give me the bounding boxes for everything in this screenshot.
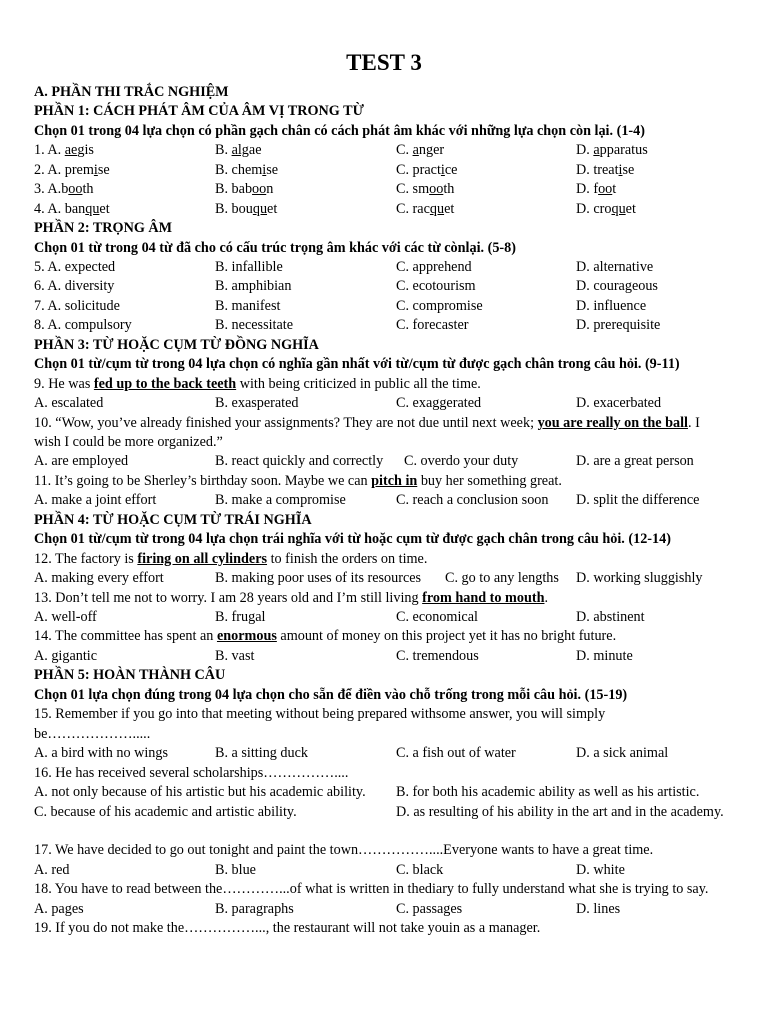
option-c: C. black xyxy=(396,861,444,878)
question-text: 11. It’s going to be Sherley’s birthday soon. Maybe we can xyxy=(34,472,372,489)
option-text: th xyxy=(443,181,455,198)
option-d: D. influence xyxy=(576,297,647,314)
options-10 xyxy=(34,452,734,471)
option-c: C. economical xyxy=(396,609,478,626)
option-c: C. ecotourism xyxy=(396,278,476,295)
option-text: C. xyxy=(396,142,413,159)
option-b: B. infallible xyxy=(215,259,283,276)
option-c: C. compromise xyxy=(396,297,483,314)
question-text: amount of money on this project yet it has no bright future. xyxy=(276,628,617,645)
underlined-phrase: you are really on the ball xyxy=(537,414,688,431)
option-c: C. because of his academic and artistic ability. xyxy=(34,803,297,820)
option-a: A. well-off xyxy=(34,609,97,626)
question-9 xyxy=(34,375,734,394)
underlined-phrase: firing on all cylinders xyxy=(137,550,268,567)
option-text: nger xyxy=(418,142,445,159)
option-b xyxy=(215,200,277,219)
question-17: 17. We have decided to go out tonight and paint the town……………....Everyone wants to have a great time. xyxy=(34,842,654,859)
question-10 xyxy=(34,414,714,453)
underlined-sound: oo xyxy=(429,181,444,198)
options-16-cd xyxy=(34,803,734,842)
option-text: B. bou xyxy=(215,200,253,217)
option-text: pparatus xyxy=(599,142,648,159)
part2-instruction: Chọn 01 từ trong 04 từ đã cho có cấu trúc trọng âm khác với các từ cònlại. (5-8) xyxy=(34,239,516,256)
option-a: A. make a joint effort xyxy=(34,492,157,509)
options-11 xyxy=(34,491,734,510)
option-d: D. are a great person xyxy=(576,453,694,470)
question-19: 19. If you do not make the……………..., the restaurant will not take youin as a manager. xyxy=(34,920,541,937)
option-text: et xyxy=(267,200,278,217)
question-text: 14. The committee has spent an xyxy=(34,628,217,645)
option-d: D. a sick animal xyxy=(576,745,669,762)
option-text: D. treat xyxy=(576,161,619,178)
question-3 xyxy=(34,180,734,199)
option-text: th xyxy=(82,181,94,198)
question-15: 15. Remember if you go into that meeting without being prepared withsome answer, you will simply be………………..... xyxy=(34,706,606,742)
option-text: et xyxy=(99,200,110,217)
underlined-sound: oo xyxy=(598,181,613,198)
option-a: A. gigantic xyxy=(34,647,98,664)
option-b: B. frugal xyxy=(215,609,266,626)
option-c xyxy=(396,161,457,180)
option-b: B. blue xyxy=(215,861,256,878)
option-c: C. a fish out of water xyxy=(396,745,516,762)
option-b: B. react quickly and correctly xyxy=(215,453,384,470)
part1-instruction: Chọn 01 trong 04 lựa chọn có phần gạch chân có cách phát âm khác với những lựa chọn còn lại. (1-4) xyxy=(34,122,645,139)
question-8 xyxy=(34,316,734,335)
question-7 xyxy=(34,297,734,316)
option-text: B. chem xyxy=(215,161,263,178)
option-b: B. paragraphs xyxy=(215,900,294,917)
option-d xyxy=(576,141,648,160)
underlined-sound: qu xyxy=(611,200,626,217)
option-d: D. prerequisite xyxy=(576,317,661,334)
underlined-sound: qu xyxy=(252,200,268,217)
options-17 xyxy=(34,861,734,880)
underlined-phrase: enormous xyxy=(216,628,277,645)
option-a: 5. A. expected xyxy=(34,259,116,276)
question-6 xyxy=(34,277,734,296)
underlined-phrase: pitch in xyxy=(371,472,418,489)
option-text: ae xyxy=(248,142,262,159)
option-d: D. working sluggishly xyxy=(576,570,703,587)
underlined-sound: i xyxy=(618,161,623,178)
question-11 xyxy=(34,472,734,491)
option-a: A. pages xyxy=(34,900,84,917)
option-b: B. exasperated xyxy=(215,395,299,412)
options-14 xyxy=(34,647,734,666)
option-b: B. amphibian xyxy=(215,278,292,295)
option-a xyxy=(34,200,110,219)
option-text: B. bab xyxy=(215,181,253,198)
options-9 xyxy=(34,394,734,413)
option-d xyxy=(576,161,634,180)
part1-heading: PHẦN 1: CÁCH PHÁT ÂM CỦA ÂM VỊ TRONG TỪ xyxy=(34,103,364,120)
options-15 xyxy=(34,744,734,763)
option-b xyxy=(215,161,278,180)
option-d: D. minute xyxy=(576,647,633,664)
options-16-ab xyxy=(34,783,734,802)
part3-heading: PHẦN 3: TỪ HOẶC CỤM TỪ ĐỒNG NGHĨA xyxy=(34,336,319,353)
underlined-sound: qu xyxy=(85,200,100,217)
underlined-phrase: fed up to the back teeth xyxy=(93,375,237,392)
option-b xyxy=(215,141,262,160)
part2-heading: PHẦN 2: TRỌNG ÂM xyxy=(34,220,173,237)
underlined-sound: i xyxy=(93,161,98,178)
question-2 xyxy=(34,161,734,180)
question-text: 9. He was xyxy=(34,375,94,392)
question-1 xyxy=(34,141,734,160)
option-d: D. abstinent xyxy=(576,609,645,626)
option-a xyxy=(34,141,94,160)
question-text: 12. The factory is xyxy=(34,550,138,567)
question-18: 18. You have to read between the…………...of what is written in thediary to fully understand what she is trying to say. xyxy=(34,881,709,898)
option-d: D. as resulting of his ability in the art and in the academy. xyxy=(396,803,724,820)
option-b: B. making poor uses of its resources xyxy=(215,570,422,587)
part5-instruction: Chọn 01 lựa chọn đúng trong 04 lựa chọn cho sẵn để điền vào chỗ trống trong mỗi câu hỏi. (15-19) xyxy=(34,686,628,703)
option-text: t xyxy=(612,181,617,198)
option-text: C. rac xyxy=(396,200,430,217)
option-text: se xyxy=(97,161,110,178)
option-a: 6. A. diversity xyxy=(34,278,115,295)
option-c: C. reach a conclusion soon xyxy=(396,492,549,509)
option-text: ce xyxy=(444,161,458,178)
option-text: 4. A. ban xyxy=(34,200,86,217)
option-d: D. lines xyxy=(576,900,621,917)
question-text: to finish the orders on time. xyxy=(267,550,428,567)
option-text: 1. A. xyxy=(34,142,65,159)
test-page xyxy=(34,45,734,939)
question-14 xyxy=(34,627,734,646)
question-text: 13. Don’t tell me not to worry. I am 28 years old and I’m still living xyxy=(34,589,423,606)
option-c: C. overdo your duty xyxy=(404,453,519,470)
option-c: C. tremendous xyxy=(396,647,479,664)
underlined-sound: i xyxy=(262,161,267,178)
option-text: se xyxy=(622,161,635,178)
option-c xyxy=(396,200,454,219)
option-c: C. exaggerated xyxy=(396,395,482,412)
question-16: 16. He has received several scholarships…………….... xyxy=(34,764,349,781)
options-18 xyxy=(34,900,734,919)
option-text: 3. A.b xyxy=(34,181,69,198)
option-a: A. a bird with no wings xyxy=(34,745,168,762)
option-d: D. alternative xyxy=(576,259,654,276)
part1-questions xyxy=(34,141,734,219)
option-b: B. necessitate xyxy=(215,317,294,334)
underlined-sound: alg xyxy=(231,142,249,159)
option-text: se xyxy=(266,161,279,178)
options-13 xyxy=(34,608,734,627)
option-a: A. red xyxy=(34,861,70,878)
option-c: C. passages xyxy=(396,900,463,917)
option-d: D. split the difference xyxy=(576,492,700,509)
part5-heading: PHẦN 5: HOÀN THÀNH CÂU xyxy=(34,667,226,684)
question-4 xyxy=(34,200,734,219)
option-text: et xyxy=(444,200,455,217)
option-text: D. f xyxy=(576,181,599,198)
underlined-sound: oo xyxy=(68,181,83,198)
part3-instruction: Chọn 01 từ/cụm từ trong 04 lựa chọn có nghĩa gần nhất với từ/cụm từ được gạch chân trong câu hỏi. (9-11) xyxy=(34,356,680,373)
option-b: B. make a compromise xyxy=(215,492,346,509)
option-a xyxy=(34,161,110,180)
option-b: B. a sitting duck xyxy=(215,745,309,762)
question-text: . I wish I could be more organized.” xyxy=(34,414,700,451)
option-b: B. manifest xyxy=(215,297,281,314)
option-c xyxy=(396,141,444,160)
underlined-sound: a xyxy=(593,142,600,159)
underlined-sound: oo xyxy=(252,181,267,198)
option-c: C. forecaster xyxy=(396,317,469,334)
underlined-sound: i xyxy=(440,161,445,178)
option-a: 7. A. solicitude xyxy=(34,297,120,314)
question-text: with being criticized in public all the time. xyxy=(236,375,481,392)
option-text: C. sm xyxy=(396,181,430,198)
part4-instruction: Chọn 01 từ/cụm từ trong 04 lựa chọn trái nghĩa với từ hoặc cụm từ được gạch chân trong câu hỏi. (12-14) xyxy=(34,531,671,548)
section-heading: A. PHẦN THI TRẮC NGHIỆM xyxy=(34,84,229,100)
underlined-sound: ae xyxy=(64,142,78,159)
option-c: C. go to any lengths xyxy=(445,570,559,587)
option-d: D. courageous xyxy=(576,278,658,295)
page-title: TEST 3 xyxy=(346,50,422,75)
option-a: A. are employed xyxy=(34,453,129,470)
question-12 xyxy=(34,550,734,569)
option-text: D. xyxy=(576,142,594,159)
question-text: buy her something great. xyxy=(417,472,562,489)
question-text: 10. “Wow, you’ve already finished your assignments? They are not due until next week; xyxy=(34,414,538,431)
option-text: gis xyxy=(77,142,94,159)
option-text: n xyxy=(266,181,274,198)
option-c: C. apprehend xyxy=(396,259,472,276)
option-text: D. cro xyxy=(576,200,612,217)
option-text: et xyxy=(625,200,636,217)
question-13 xyxy=(34,589,734,608)
option-text: 2. A. prem xyxy=(34,161,94,178)
underlined-sound: a xyxy=(412,142,419,159)
option-b: B. vast xyxy=(215,647,255,664)
option-c xyxy=(396,180,454,199)
option-a: A. not only because of his artistic but his academic ability. xyxy=(34,784,366,801)
option-b: B. for both his academic ability as well as his artistic. xyxy=(396,784,700,801)
option-text: B. xyxy=(215,142,232,159)
option-b xyxy=(215,180,273,199)
option-d xyxy=(576,200,636,219)
underlined-sound: qu xyxy=(429,200,445,217)
question-text: . xyxy=(544,589,549,606)
option-a: A. making every effort xyxy=(34,570,164,587)
options-12 xyxy=(34,569,734,588)
option-d: D. white xyxy=(576,861,625,878)
option-a xyxy=(34,180,94,199)
option-d xyxy=(576,180,616,199)
part4-heading: PHẦN 4: TỪ HOẶC CỤM TỪ TRÁI NGHĨA xyxy=(34,511,312,528)
underlined-phrase: from hand to mouth xyxy=(422,589,545,606)
part2-questions xyxy=(34,258,734,336)
option-a: 8. A. compulsory xyxy=(34,317,132,334)
question-5 xyxy=(34,258,734,277)
option-text: C. pract xyxy=(396,161,441,178)
option-d: D. exacerbated xyxy=(576,395,662,412)
option-a: A. escalated xyxy=(34,395,104,412)
